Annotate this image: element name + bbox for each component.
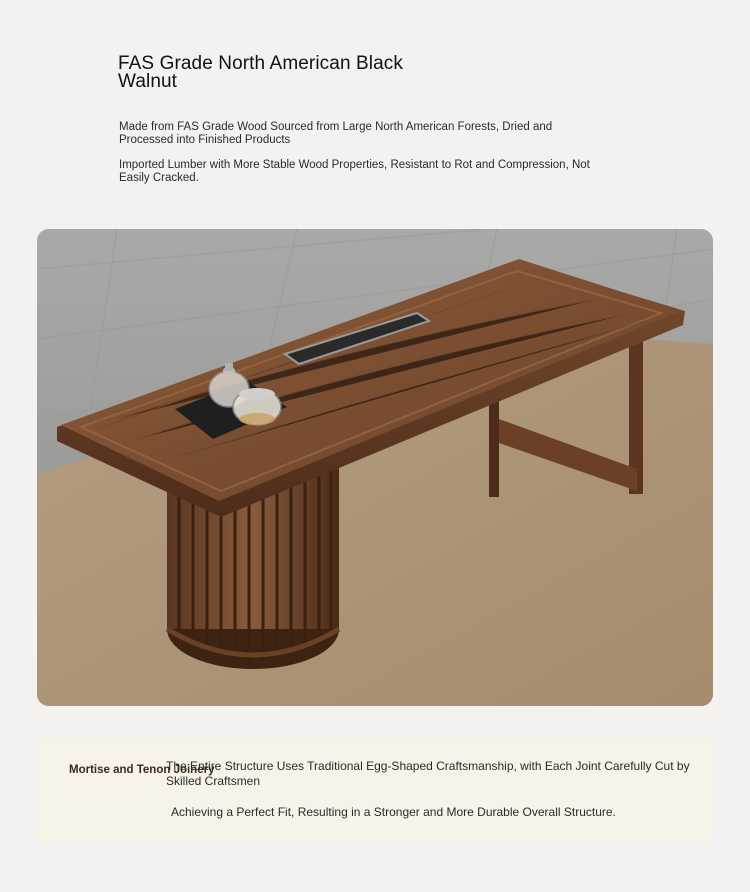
page-title: FAS Grade North American Black Walnut	[118, 53, 403, 92]
intro-paragraph-stability: Imported Lumber with More Stable Wood Properties, Resistant to Rot and Compression, Not Easily Cracked.	[119, 159, 590, 184]
craftsmanship-label: Mortise and Tenon Joinery	[69, 764, 215, 776]
intro-paragraph-sourcing: Made from FAS Grade Wood Sourced from Large North American Forests, Dried and Processed into Finished Products	[119, 121, 553, 146]
craftsmanship-description: The Entire Structure Uses Traditional Egg-Shaped Craftsmanship, with Each Joint Carefully Cut by Skilled Craftsmen	[166, 759, 690, 788]
craftsmanship-benefit: Achieving a Perfect Fit, Resulting in a Stronger and More Durable Overall Structure.	[171, 805, 616, 819]
product-photo-tea-table	[37, 229, 713, 706]
table-illustration	[37, 229, 713, 706]
craftsmanship-panel	[37, 738, 713, 844]
